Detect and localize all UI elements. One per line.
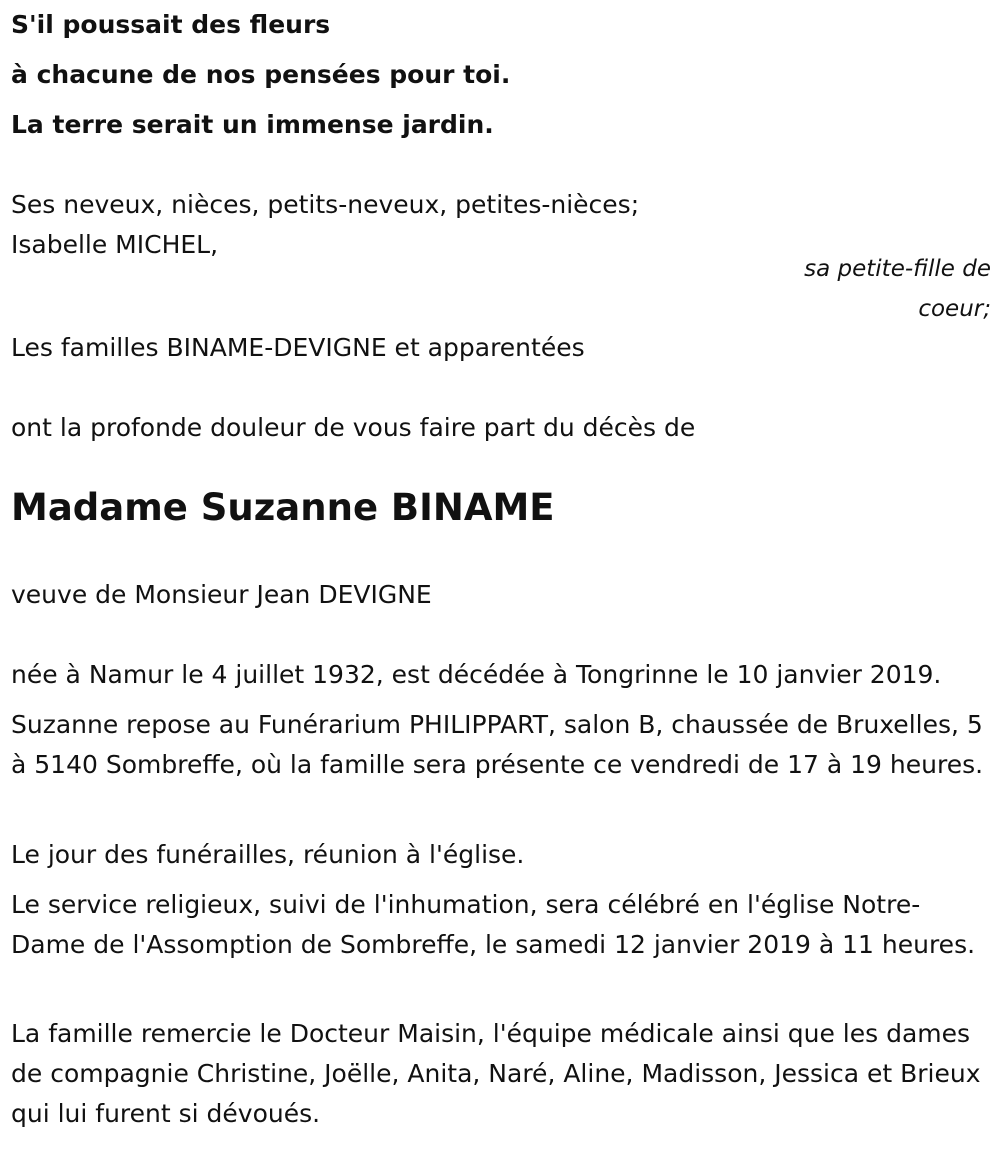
poem-line-3: La terre serait un immense jardin. <box>11 110 494 139</box>
poem-line-1: S'il poussait des fleurs <box>11 10 331 39</box>
thanks-paragraph: La famille remercie le Docteur Maisin, l'équipe médicale ainsi que les dames de compagnie Christine, Joëlle, Anita, Naré, Aline, Madisson, Jessica et Brieux qui lui furent si dévoués. <box>11 1019 981 1128</box>
visitation-paragraph: Suzanne repose au Funérarium PHILIPPART, salon B, chaussée de Bruxelles, 5 à 5140 Sombreffe, où la famille sera présente ce vendredi de 17 à 19 heures. <box>11 710 984 779</box>
granddaughter-name: Isabelle MICHEL, <box>11 230 219 259</box>
families-line: Les familles BINAME-DEVIGNE et apparentées <box>11 333 585 362</box>
announcement-line: ont la profonde douleur de vous faire part du décès de <box>11 413 696 442</box>
granddaughter-role: sa petite-fille de coeur; <box>804 256 991 322</box>
birth-death-line: née à Namur le 4 juillet 1932, est décédée à Tongrinne le 10 janvier 2019. <box>11 660 942 689</box>
relatives-line: Ses neveux, nièces, petits-neveux, petites-nièces; <box>11 190 640 219</box>
service-paragraph: Le service religieux, suivi de l'inhumation, sera célébré en l'église Notre-Dame de l'Assomption de Sombreffe, le samedi 12 janvier 2019 à 11 heures. <box>11 890 976 959</box>
deceased-name: Madame Suzanne BINAME <box>11 486 555 529</box>
widow-of-line: veuve de Monsieur Jean DEVIGNE <box>11 580 432 609</box>
poem-line-2: à chacune de nos pensées pour toi. <box>11 60 511 89</box>
meeting-line: Le jour des funérailles, réunion à l'église. <box>11 840 525 869</box>
